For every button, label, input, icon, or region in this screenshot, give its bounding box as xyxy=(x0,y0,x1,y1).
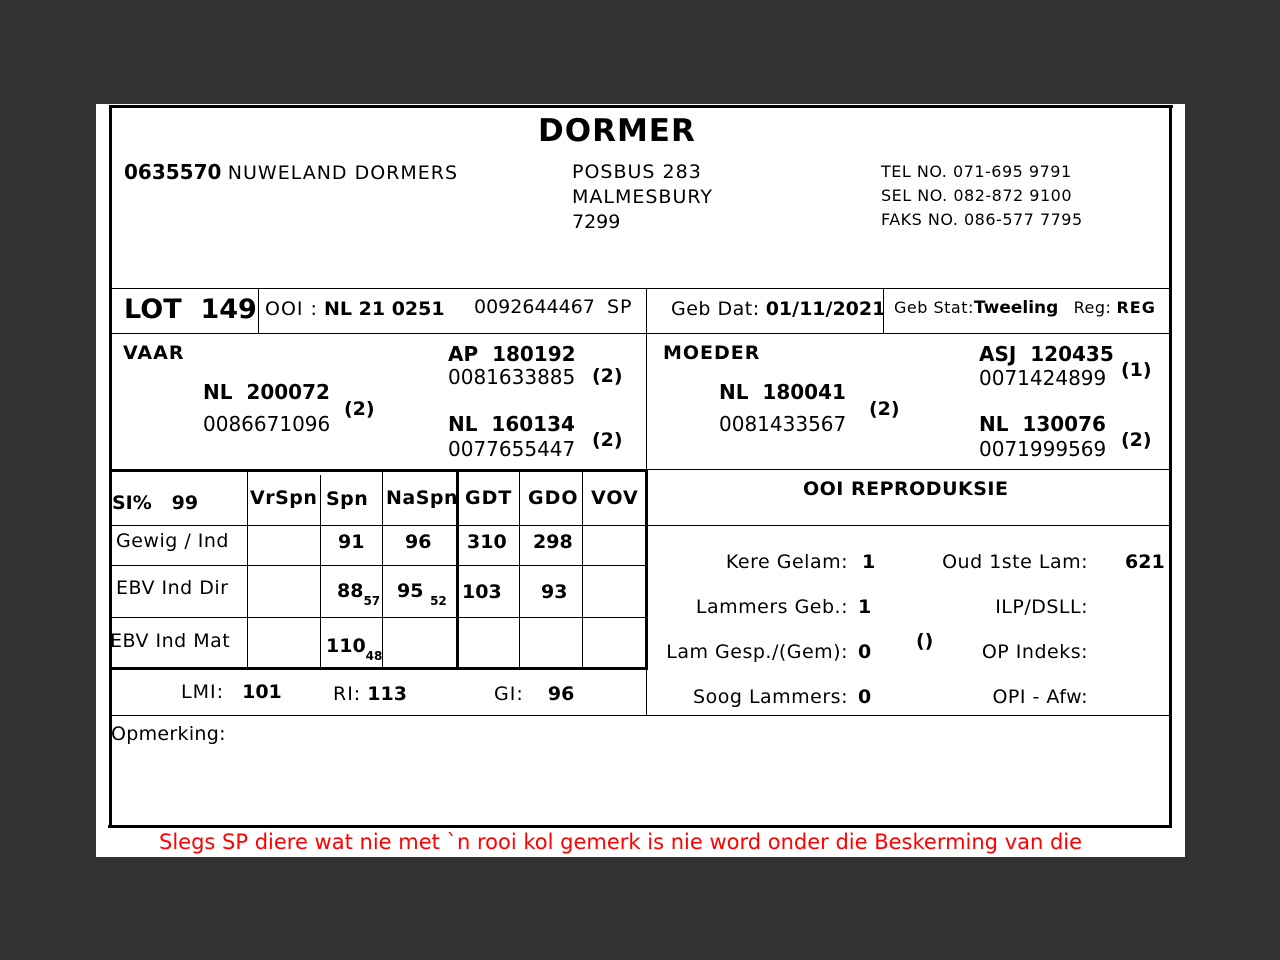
birth-date-label: Geb Dat: xyxy=(671,298,760,320)
repro-label: OP Indeks: xyxy=(981,641,1088,663)
birth-status-label: Geb Stat: xyxy=(894,298,974,317)
breeder-address xyxy=(572,160,713,235)
divider xyxy=(258,288,259,333)
breed-title: DORMER xyxy=(538,113,696,149)
sire-sire-number: 0081633885 xyxy=(448,365,576,389)
gi-index xyxy=(494,683,574,705)
birth-date xyxy=(671,298,885,320)
breeder-number: 0635570 xyxy=(124,160,222,184)
divider xyxy=(110,333,1170,334)
repro-label: Soog Lammers: xyxy=(693,686,848,708)
ewe-id xyxy=(265,298,445,320)
repro-right-values xyxy=(1125,540,1165,585)
divider xyxy=(110,565,646,566)
gi-value: 96 xyxy=(547,683,575,705)
sire-label: VAAR xyxy=(123,342,185,364)
dam-sire-number: 0071424899 xyxy=(979,366,1107,390)
repro-twin-extra: () xyxy=(916,630,934,652)
col-header-gdo: GDO xyxy=(528,487,579,509)
frame-right xyxy=(1169,105,1172,828)
cell-gdt: 103 xyxy=(462,581,502,603)
repro-label: Lam Gesp./(Gem): xyxy=(666,641,848,663)
sire-sire-grade: (2) xyxy=(592,365,623,387)
cell-gdo: 298 xyxy=(533,531,573,553)
ri-index xyxy=(333,683,407,705)
sire-dam-grade: (2) xyxy=(592,429,623,451)
divider xyxy=(646,469,1170,470)
dam-sire-grade: (1) xyxy=(1121,359,1152,381)
repro-value: 1 xyxy=(862,551,876,573)
birth-date-value: 01/11/2021 xyxy=(765,298,886,320)
breeder-name: NUWELAND DORMERS xyxy=(227,162,459,184)
dam-label: MOEDER xyxy=(663,342,761,364)
repro-value: 0 xyxy=(858,641,872,663)
dam-grade: (2) xyxy=(869,398,900,420)
lmi-label: LMI: xyxy=(181,681,224,703)
birth-status xyxy=(894,298,1156,318)
gi-label: GI: xyxy=(494,683,524,705)
cell-value: 110 xyxy=(326,635,366,657)
repro-label: OPI - Afw: xyxy=(992,686,1088,708)
divider xyxy=(582,470,583,668)
frame-left xyxy=(109,105,112,828)
ewe-grade: SP xyxy=(606,296,633,318)
repro-left-values xyxy=(858,540,875,720)
divider xyxy=(320,475,321,668)
repro-left-labels xyxy=(650,540,848,720)
birth-status-value: Tweeling xyxy=(973,298,1059,318)
reproduction-title: OOI REPRODUKSIE xyxy=(803,478,1009,500)
table-border xyxy=(110,667,648,670)
table-border xyxy=(110,469,648,472)
address-line: MALMESBURY xyxy=(572,186,713,208)
sire-id: NL 200072 xyxy=(203,380,330,404)
cell-gdt: 310 xyxy=(467,531,507,553)
dam-id: NL 180041 xyxy=(719,380,846,404)
row-label: EBV Ind Mat xyxy=(110,630,231,652)
repro-label: ILP/DSLL: xyxy=(995,596,1088,618)
cell-gdo: 93 xyxy=(541,581,568,603)
ewe-label: OOI : xyxy=(265,298,318,320)
dam-sire-id: ASJ 120435 xyxy=(979,342,1114,366)
row-label: EBV Ind Dir xyxy=(116,577,229,599)
ewe-reg-number xyxy=(474,296,633,318)
reg-value: REG xyxy=(1116,298,1156,317)
address-line: POSBUS 283 xyxy=(572,161,702,183)
table-border xyxy=(645,469,648,669)
repro-label: Lammers Geb.: xyxy=(695,596,848,618)
cell-value: 88 xyxy=(337,580,364,602)
dam-dam-grade: (2) xyxy=(1121,429,1152,451)
cell-accuracy: 52 xyxy=(430,594,447,608)
cell-spn xyxy=(326,635,382,663)
breeder-info xyxy=(124,160,458,184)
contact-line: FAKS NO. 086-577 7795 xyxy=(881,210,1083,229)
address-line: 7299 xyxy=(572,211,621,233)
sire-dam-number: 0077655447 xyxy=(448,437,576,461)
contact-line: SEL NO. 082-872 9100 xyxy=(881,186,1073,205)
reg-label: Reg: xyxy=(1073,298,1112,317)
repro-right-labels xyxy=(900,540,1088,720)
repro-label: Kere Gelam: xyxy=(725,551,848,573)
footer-warning: Slegs SP diere wat nie met `n rooi kol gemerk is nie word onder die Beskerming van die xyxy=(159,830,1083,854)
ri-label: RI: xyxy=(333,683,362,705)
ri-value: 113 xyxy=(367,683,407,705)
divider xyxy=(110,288,1170,289)
divider xyxy=(110,617,646,618)
cell-naspn: 96 xyxy=(405,531,432,553)
cell-accuracy: 57 xyxy=(363,594,381,608)
lmi-value: 101 xyxy=(242,681,282,703)
col-header-spn: Spn xyxy=(326,488,369,510)
repro-value: 0 xyxy=(858,686,872,708)
contact-line: TEL NO. 071-695 9791 xyxy=(881,162,1072,181)
row-label: Gewig / Ind xyxy=(116,530,229,552)
remarks-label: Opmerking: xyxy=(111,723,226,745)
lot-value: 149 xyxy=(200,294,257,325)
frame-bottom xyxy=(108,825,1172,828)
cell-spn xyxy=(337,580,380,608)
breeder-contact xyxy=(881,160,1083,232)
si-percent xyxy=(112,492,198,514)
divider xyxy=(110,525,1170,526)
repro-value: 1 xyxy=(858,596,872,618)
cell-naspn xyxy=(397,580,447,608)
lot-label: LOT xyxy=(124,294,182,325)
sire-dam-id: NL 160134 xyxy=(448,412,575,436)
divider xyxy=(519,470,520,668)
dam-dam-id: NL 130076 xyxy=(979,412,1106,436)
frame-top xyxy=(109,105,1173,108)
cell-value: 95 xyxy=(397,580,424,602)
ewe-reg-value: 0092644467 xyxy=(474,296,595,318)
cell-accuracy: 48 xyxy=(365,649,383,663)
repro-value: 621 xyxy=(1125,551,1165,573)
col-header-vrspn: VrSpn xyxy=(250,487,318,509)
sire-sire-id: AP 180192 xyxy=(448,342,576,366)
si-label: SI% xyxy=(112,492,152,514)
ewe-id-value: NL 21 0251 xyxy=(324,298,445,320)
sire-number: 0086671096 xyxy=(203,412,331,436)
col-header-naspn: NaSpn xyxy=(386,487,459,509)
cell-spn: 91 xyxy=(338,531,365,553)
lot-number xyxy=(124,294,257,325)
col-header-vov: VOV xyxy=(591,487,639,509)
si-value: 99 xyxy=(171,492,199,514)
col-header-gdt: GDT xyxy=(465,487,513,509)
repro-label: Oud 1ste Lam: xyxy=(942,551,1088,573)
dam-dam-number: 0071999569 xyxy=(979,437,1107,461)
lmi-index xyxy=(181,681,282,703)
dam-number: 0081433567 xyxy=(719,412,847,436)
sire-grade: (2) xyxy=(344,398,375,420)
divider xyxy=(247,470,248,668)
